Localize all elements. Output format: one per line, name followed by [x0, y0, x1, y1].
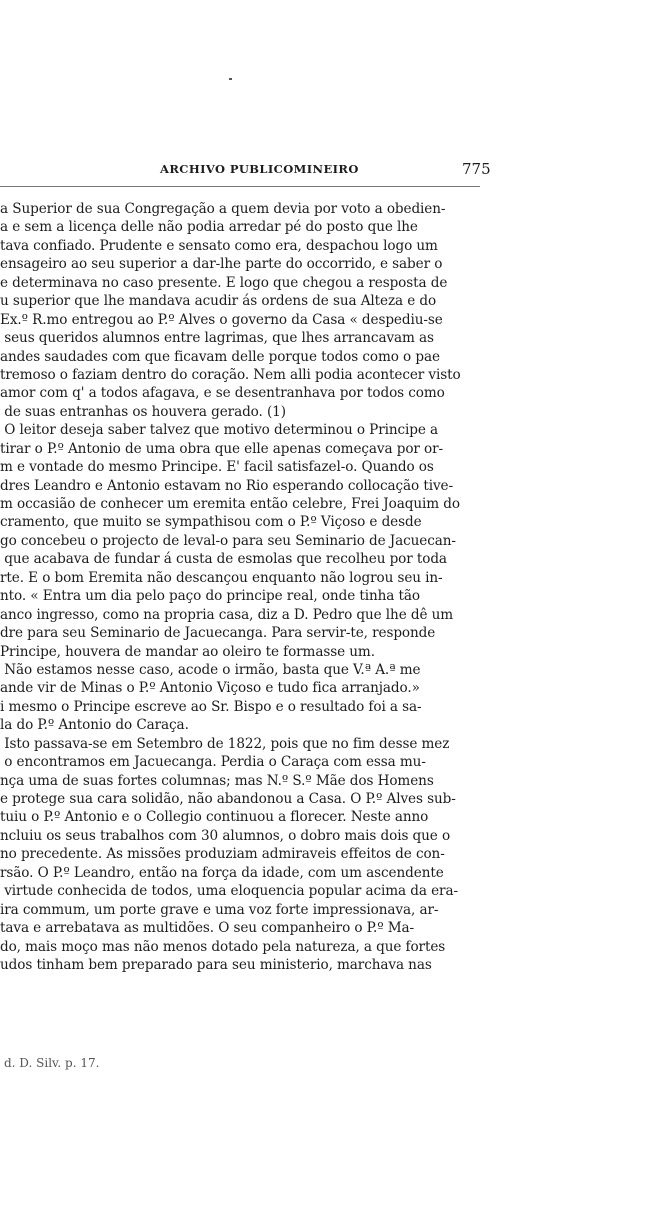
text-line: rsão. O P.º Leandro, então na força da idade, com um ascendente — [0, 864, 444, 881]
text-line: dre para seu Seminario de Jacuecanga. Para servir-te, responde — [0, 625, 436, 642]
page-header — [0, 160, 490, 182]
text-line: tremoso o faziam dentro do coração. Nem alli podia acontecer visto — [0, 366, 461, 383]
text-line: ira commum, um porte grave e uma voz forte impressionava, ar- — [0, 901, 439, 918]
text-line: m occasião de conhecer um eremita então celebre, Frei Joaquim do — [0, 496, 460, 512]
text-line: Ex.º R.mo entregou ao P.º Alves o governo da Casa « despediu-se — [0, 311, 443, 328]
text-line: a e sem a licença delle não podia arredar pé do posto que lhe — [0, 219, 418, 236]
text-line: Isto passava-se em Setembro de 1822, pois que no fim desse mez — [0, 735, 450, 752]
text-line: la do P.º Antonio do Caraça. — [0, 717, 189, 734]
text-line: andes saudades com que ficavam delle porque todos como o pae — [0, 348, 440, 365]
text-line: tava e arrebatava as multidões. O seu companheiro o P.º Ma- — [0, 920, 415, 937]
text-line: de suas entranhas os houvera gerado. (1) — [0, 403, 286, 420]
text-line: e determinava no caso presente. E logo que chegou a resposta de — [0, 274, 448, 291]
text-line: virtude conhecida de todos, uma eloquencia popular acima da era- — [0, 883, 458, 900]
text-line: nto. « Entra um dia pelo paço do principe real, onde tinha tão — [0, 588, 420, 605]
footnote: d. D. Silv. p. 17. — [4, 1056, 100, 1070]
text-line: O leitor deseja saber talvez que motivo determinou o Principe a — [0, 422, 439, 439]
text-line: a Superior de sua Congregação a quem devia por voto a obedien- — [0, 201, 446, 217]
text-line: udos tinham bem preparado para seu ministerio, marchava nas — [0, 956, 432, 973]
text-line: dres Leandro e Antonio estavam no Rio esperando collocação tive- — [0, 477, 453, 494]
body-text — [0, 200, 486, 974]
text-line: que acabava de fundar á custa de esmolas que recolheu por toda — [0, 551, 447, 568]
text-line: ncluiu os seus trabalhos com 30 alumnos, o dobro mais dois que o — [0, 827, 451, 844]
text-line: cramento, que muito se sympathisou com o P.º Viçoso e desde — [0, 514, 422, 531]
text-line: amor com q' a todos afagava, e se desentranhava por todos como — [0, 385, 445, 402]
text-line: nça uma de suas fortes columnas; mas N.º S.º Mãe dos Homens — [0, 772, 434, 789]
text-line: no precedente. As missões produziam admiraveis effeitos de con- — [0, 846, 445, 863]
running-title: ARCHIVO PUBLICOMINEIRO — [160, 162, 359, 176]
text-line: Não estamos nesse caso, acode o irmão, basta que V.ª A.ª me — [0, 661, 421, 678]
text-line: o encontramos em Jacuecanga. Perdia o Caraça com essa mu- — [0, 754, 426, 771]
text-line: m e vontade do mesmo Principe. E' facil satisfazel-o. Quando os — [0, 459, 434, 476]
text-line: tirar o P.º Antonio de uma obra que elle apenas começava por or- — [0, 440, 444, 457]
text-line: anco ingresso, como na propria casa, diz a D. Pedro que lhe dê um — [0, 606, 454, 623]
text-line: tava confiado. Prudente e sensato como era, despachou logo um — [0, 237, 438, 254]
text-line: i mesmo o Principe escreve ao Sr. Bispo e o resultado foi a sa- — [0, 698, 422, 715]
header-rule — [0, 186, 480, 187]
specks — [229, 78, 232, 80]
text-line: seus queridos alumnos entre lagrimas, que lhes arrancavam as — [0, 330, 434, 347]
text-line: go concebeu o projecto de leval-o para seu Seminario de Jacuecan- — [0, 532, 456, 549]
text-line: u superior que lhe mandava acudir ás ordens de sua Alteza e do — [0, 293, 437, 310]
text-line: rte. E o bom Eremita não descançou enquanto não logrou seu in- — [0, 569, 443, 586]
page-number: 775 — [462, 160, 491, 178]
text-line: Principe, houvera de mandar ao oleiro te formasse um. — [0, 643, 375, 660]
text-line: do, mais moço mas não menos dotado pela natureza, a que fortes — [0, 938, 446, 955]
text-line: tuiu o P.º Antonio e o Collegio continuou a florecer. Neste anno — [0, 809, 429, 826]
text-line: ande vir de Minas o P.º Antonio Viçoso e tudo fica arranjado.» — [0, 680, 420, 697]
text-line: e protege sua cara solidão, não abandonou a Casa. O P.º Alves sub- — [0, 791, 456, 807]
text-line: ensageiro ao seu superior a dar-lhe parte do occorrido, e saber o — [0, 256, 443, 273]
